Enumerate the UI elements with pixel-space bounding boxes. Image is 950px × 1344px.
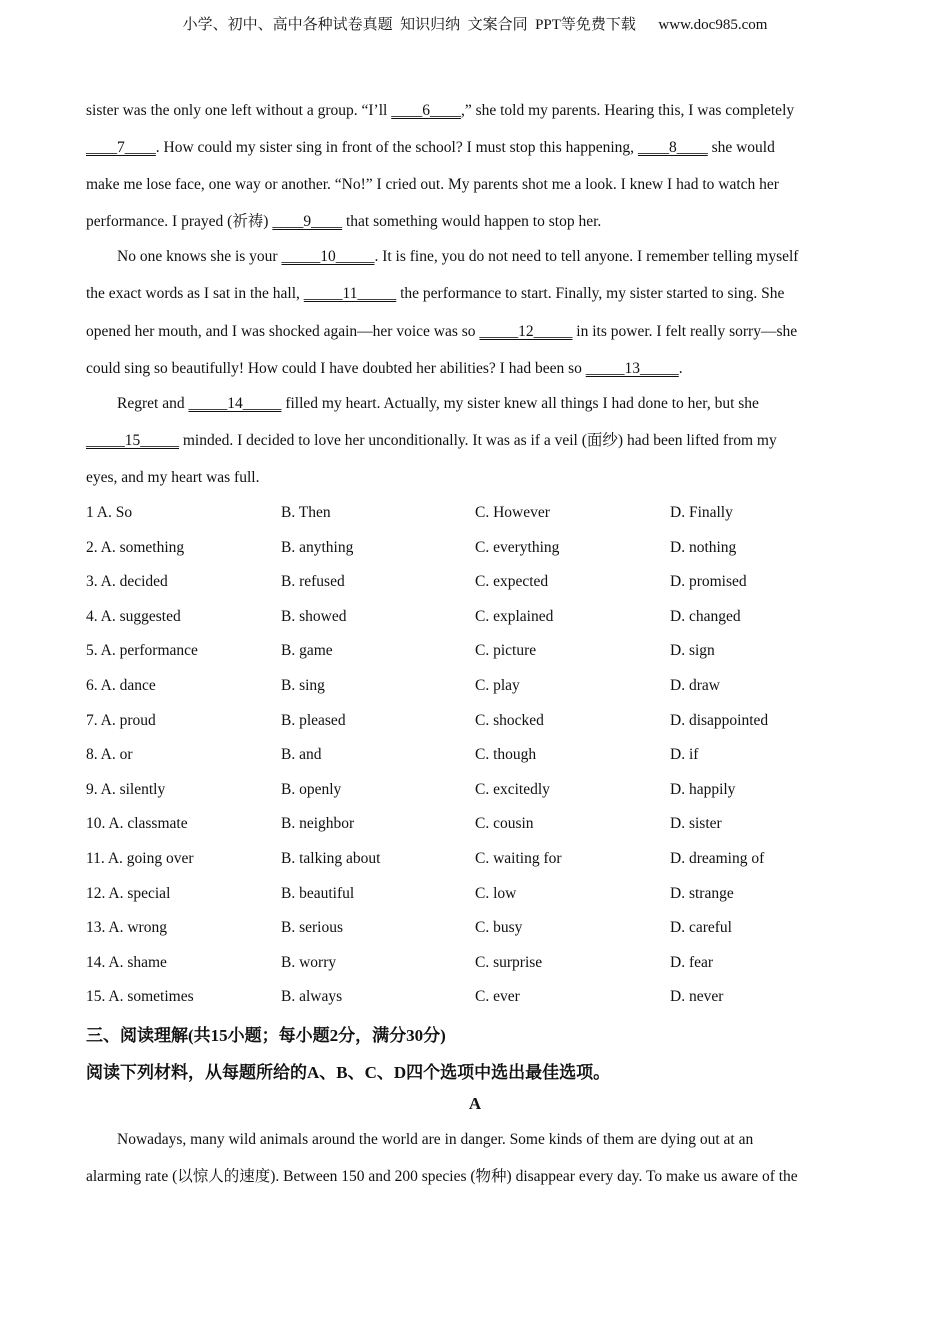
option-a: 1 A. So	[86, 504, 133, 521]
option-b: B. game	[281, 642, 333, 660]
passage-text: make me lose face, one way or another. “No!” I cried out. My parents shot me a look. I knew I had to watch her	[86, 176, 779, 193]
option-row	[86, 918, 886, 938]
option-a: 10. A. classmate	[86, 815, 188, 833]
option-d: D. dreaming of	[670, 850, 765, 867]
option-d: D. sister	[670, 815, 722, 833]
option-c: C. excitedly	[475, 780, 550, 798]
option-row	[86, 953, 886, 973]
option-d: D. fear	[670, 953, 714, 971]
option-b: B. Then	[281, 504, 331, 521]
option-row	[86, 711, 886, 731]
option-b: B. neighbor	[281, 815, 355, 833]
option-a: 15. A. sometimes	[86, 988, 194, 1006]
option-b: B. pleased	[281, 711, 346, 729]
passage-text: the exact words as I sat in the hall,	[86, 285, 304, 302]
option-c: C. busy	[475, 919, 523, 937]
option-d: D. nothing	[670, 538, 737, 556]
passage-line	[86, 247, 798, 267]
option-row	[86, 987, 886, 1007]
option-row	[86, 503, 886, 523]
option-d: D. changed	[670, 607, 741, 625]
passage-text: she would	[707, 139, 775, 156]
option-c: C. shocked	[475, 711, 544, 729]
option-a: 2. A. something	[86, 538, 185, 556]
option-d: D. draw	[670, 677, 720, 694]
option-a: 7. A. proud	[86, 711, 156, 729]
option-c: C. everything	[475, 538, 560, 556]
option-b: B. serious	[281, 919, 343, 937]
passage-text: .	[678, 360, 683, 377]
option-row	[86, 884, 886, 904]
option-d: D. careful	[670, 919, 732, 937]
option-c: C. play	[475, 677, 520, 694]
passage-text: No one knows she is your	[86, 248, 282, 265]
option-a: 11. A. going over	[86, 850, 194, 867]
option-d: D. strange	[670, 884, 734, 902]
option-d: D. never	[670, 988, 724, 1006]
passage-text: performance. I prayed (祈祷)	[86, 213, 273, 230]
passage-text: minded. I decided to love her unconditionally. It was as if a veil (面纱) had been lifted from my	[179, 432, 777, 449]
passage-text: . It is fine, you do not need to tell anyone. I remember telling myself	[374, 248, 799, 265]
option-c: C. waiting for	[475, 850, 562, 867]
answer-blank: _____12_____	[479, 323, 573, 340]
option-d: D. sign	[670, 642, 715, 660]
reading-line: Nowadays, many wild animals around the world are in danger. Some kinds of them are dying out at an	[86, 1131, 754, 1148]
option-b: B. refused	[281, 573, 345, 591]
option-b: B. worry	[281, 953, 337, 971]
option-row	[86, 676, 886, 696]
passage-line	[86, 101, 794, 121]
option-b: B. always	[281, 988, 343, 1006]
passage-text: filled my heart. Actually, my sister knew all things I had done to her, but she	[281, 395, 759, 412]
answer-blank: ____7____	[86, 139, 156, 156]
passage-text: the performance to start. Finally, my sister started to sing. She	[396, 285, 785, 302]
passage-text: sister was the only one left without a group. “I’ll	[86, 102, 392, 119]
answer-blank: ____9____	[272, 213, 343, 230]
option-row	[86, 745, 886, 765]
option-b: B. and	[281, 746, 322, 764]
passage-line	[86, 322, 797, 342]
passage-line	[86, 468, 259, 488]
passage-text: ,” she told my parents. Hearing this, I was completely	[460, 102, 795, 119]
option-row	[86, 538, 886, 558]
answer-blank: ____8____	[637, 139, 708, 156]
option-row	[86, 780, 886, 800]
option-d: D. if	[670, 746, 699, 764]
option-a: 3. A. decided	[86, 573, 168, 591]
passage-text: could sing so beautifully! How could I have doubted her abilities? I had been so	[86, 360, 586, 377]
option-b: B. openly	[281, 780, 342, 798]
option-b: B. anything	[281, 538, 354, 556]
passage-text: Regret and	[86, 395, 189, 412]
option-c: C. expected	[475, 573, 549, 591]
option-b: B. sing	[281, 677, 325, 694]
passage-line	[86, 284, 784, 304]
option-b: B. talking about	[281, 850, 381, 867]
option-a: 8. A. or	[86, 746, 133, 764]
option-a: 4. A. suggested	[86, 607, 181, 625]
passage-text: eyes, and my heart was full.	[86, 469, 260, 486]
passage-line	[86, 212, 601, 232]
page-header: 小学、初中、高中各种试卷真题 知识归纳 文案合同 PPT等免费下载 www.doc985.com	[182, 17, 768, 33]
option-a: 6. A. dance	[86, 677, 156, 694]
option-row	[86, 849, 886, 869]
option-d: D. disappointed	[670, 711, 769, 729]
option-a: 12. A. special	[86, 884, 171, 902]
passage-line	[86, 175, 779, 195]
option-a: 14. A. shame	[86, 953, 167, 971]
option-c: C. explained	[475, 607, 554, 625]
option-c: C. picture	[475, 642, 537, 660]
answer-blank: _____13_____	[585, 360, 679, 377]
option-row	[86, 641, 886, 661]
option-b: B. showed	[281, 607, 347, 625]
answer-blank: ____6____	[391, 102, 461, 119]
passage-line	[86, 431, 777, 451]
passage-line	[86, 359, 683, 379]
option-row	[86, 572, 886, 592]
answer-blank: _____14_____	[188, 395, 282, 412]
option-d: D. Finally	[670, 504, 733, 521]
answer-blank: _____10_____	[281, 248, 375, 265]
answer-blank: _____15_____	[86, 432, 179, 449]
passage-text: that something would happen to stop her.	[342, 213, 602, 230]
passage-line	[86, 138, 775, 158]
option-row	[86, 814, 886, 834]
option-b: B. beautiful	[281, 884, 355, 902]
reading-line: alarming rate (以惊人的速度). Between 150 and 200 species (物种) disappear every day. To make us aware of the	[86, 1168, 798, 1185]
passage-text: . How could my sister sing in front of the school? I must stop this happening,	[155, 139, 638, 156]
answer-blank: _____11_____	[303, 285, 397, 302]
option-a: 13. A. wrong	[86, 919, 167, 937]
passage-text: in its power. I felt really sorry—she	[572, 323, 798, 340]
option-a: 9. A. silently	[86, 780, 166, 798]
section-title: 三、阅读理解(共15小题；每小题2分，满分30分)	[86, 1026, 446, 1045]
option-row	[86, 607, 886, 627]
option-c: C. surprise	[475, 953, 543, 971]
option-d: D. promised	[670, 573, 747, 591]
section-instruction: 阅读下列材料，从每题所给的A、B、C、D四个选项中选出最佳选项。	[86, 1063, 611, 1082]
option-c: C. ever	[475, 988, 520, 1006]
passage-text: opened her mouth, and I was shocked again—her voice was so	[86, 323, 480, 340]
option-c: C. though	[475, 746, 537, 764]
passage-line	[86, 394, 759, 414]
option-c: C. low	[475, 884, 517, 902]
part-heading: A	[468, 1094, 482, 1113]
option-c: C. However	[475, 504, 550, 521]
option-d: D. happily	[670, 780, 736, 798]
option-a: 5. A. performance	[86, 642, 198, 660]
option-c: C. cousin	[475, 815, 534, 833]
